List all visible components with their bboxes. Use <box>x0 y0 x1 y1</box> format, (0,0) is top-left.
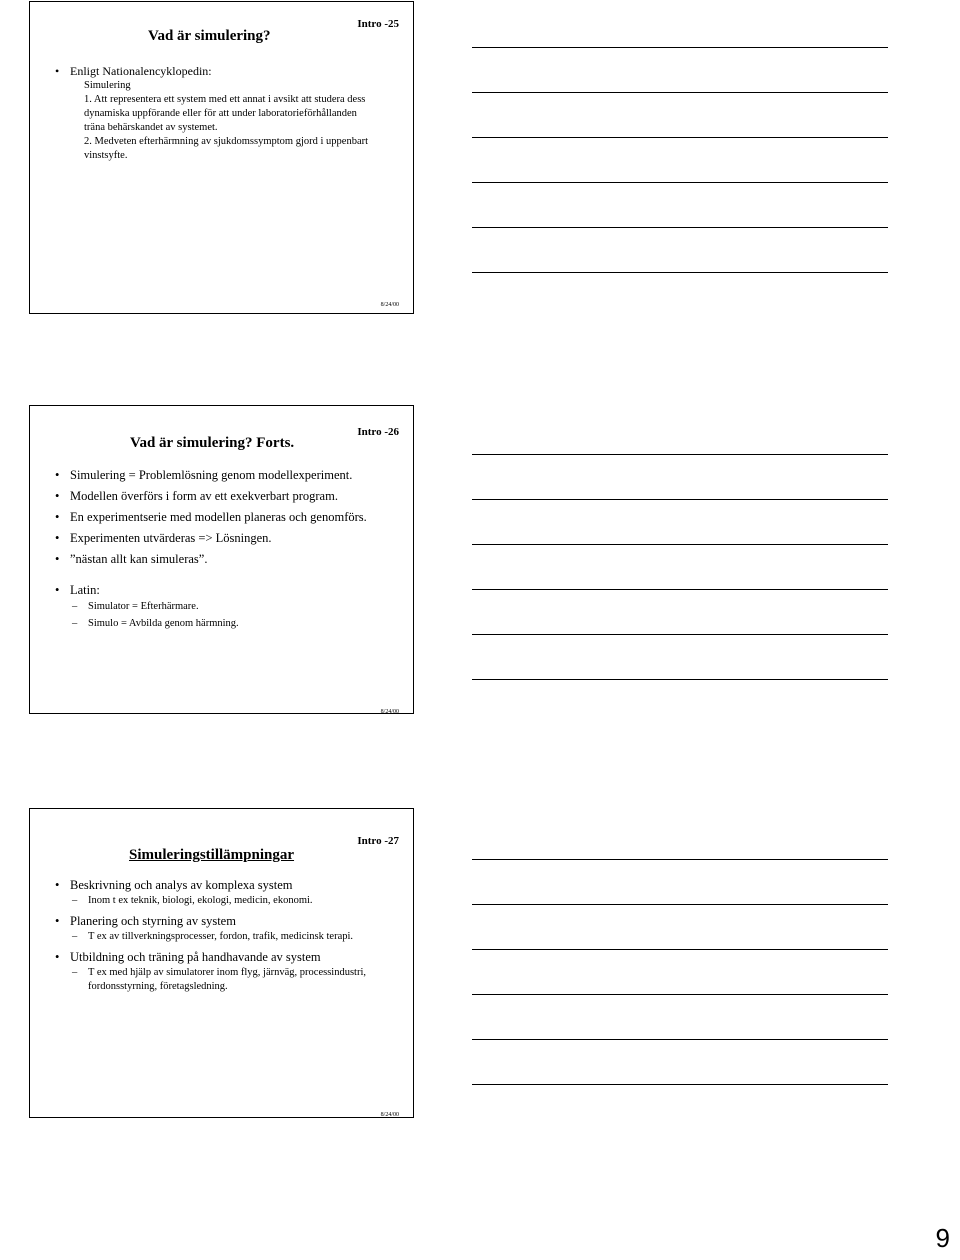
note-line <box>472 589 888 590</box>
note-line <box>472 544 888 545</box>
definition-block <box>52 79 395 163</box>
sub-item: – Simulo = Avbilda genom härmning. <box>70 617 395 631</box>
slide-body <box>52 467 395 631</box>
note-line <box>472 47 888 48</box>
note-line <box>472 1039 888 1040</box>
slide-number: Intro -25 <box>357 18 399 30</box>
bullet-item: • ”nästan allt kan simuleras”. <box>52 551 395 567</box>
sub-item: – Inom t ex teknik, biologi, ekologi, medicin, ekonomi. <box>70 894 395 908</box>
slide-title: Vad är simulering? <box>148 28 271 44</box>
note-line <box>472 92 888 93</box>
note-line <box>472 859 888 860</box>
bullet-item: • En experimentserie med modellen planeras och genomförs. <box>52 509 395 525</box>
bullet-item: • Latin: <box>52 582 395 598</box>
sub-list <box>52 930 395 944</box>
note-line <box>472 182 888 183</box>
slide-intro-26 <box>29 405 414 714</box>
sub-item: – Simulator = Efterhärmare. <box>70 600 395 614</box>
slide-date: 8/24/00 <box>380 302 399 308</box>
notes-lines-2 <box>472 454 888 724</box>
slide-intro-25 <box>29 1 414 314</box>
note-line <box>472 272 888 273</box>
note-line <box>472 499 888 500</box>
slide-date: 8/24/00 <box>380 709 399 715</box>
slide-number: Intro -26 <box>357 426 399 438</box>
sub-list <box>52 600 395 631</box>
bullet-item: • Beskrivning och analys av komplexa system <box>52 877 395 893</box>
note-line <box>472 137 888 138</box>
note-line <box>472 904 888 905</box>
sub-item: – T ex av tillverkningsprocesser, fordon, trafik, medicinsk terapi. <box>70 930 395 944</box>
slide-body <box>52 877 395 994</box>
note-line <box>472 1084 888 1085</box>
page-number: 9 <box>935 1223 950 1253</box>
bullet-item: • Simulering = Problemlösning genom modellexperiment. <box>52 467 395 483</box>
definition-line: Simulering <box>84 80 131 91</box>
note-line <box>472 634 888 635</box>
sub-item: – T ex med hjälp av simulatorer inom flyg, järnväg, processindustri, <box>70 966 395 980</box>
bullet-item: • Enligt Nationalencyklopedin: <box>52 63 395 79</box>
definition-line: dynamiska uppförande eller för att under laboratorieförhållanden <box>84 108 357 119</box>
definition-line: 2. Medveten efterhärmning av sjukdomssymptom gjord i uppenbart <box>84 136 369 147</box>
bullet-item: • Modellen överförs i form av ett exekverbart program. <box>52 488 395 504</box>
bullet-item: • Experimenten utvärderas => Lösningen. <box>52 530 395 546</box>
slide-date: 8/24/00 <box>380 1112 399 1118</box>
sub-list <box>52 894 395 908</box>
bullet-item: • Utbildning och träning på handhavande av system <box>52 949 395 965</box>
definition-line: vinstsyfte. <box>84 150 128 161</box>
sub-list <box>52 966 395 994</box>
bullet-item: • Planering och styrning av system <box>52 913 395 929</box>
slide-number: Intro -27 <box>357 835 399 847</box>
notes-lines-1 <box>472 47 888 317</box>
notes-lines-3 <box>472 859 888 1129</box>
note-line <box>472 679 888 680</box>
note-line <box>472 994 888 995</box>
definition-line: träna behärskandet av systemet. <box>84 122 218 133</box>
slide-title: Vad är simulering? Forts. <box>130 435 295 451</box>
definition-line: 1. Att representera ett system med ett annat i avsikt att studera dess <box>84 94 366 105</box>
slide-body <box>52 63 395 163</box>
note-line <box>472 227 888 228</box>
slide-intro-27 <box>29 808 414 1118</box>
sub-item-continuation: fordonsstyrning, företagsledning. <box>88 981 228 992</box>
slide-title: Simuleringstillämpningar <box>129 847 295 863</box>
note-line <box>472 454 888 455</box>
note-line <box>472 949 888 950</box>
